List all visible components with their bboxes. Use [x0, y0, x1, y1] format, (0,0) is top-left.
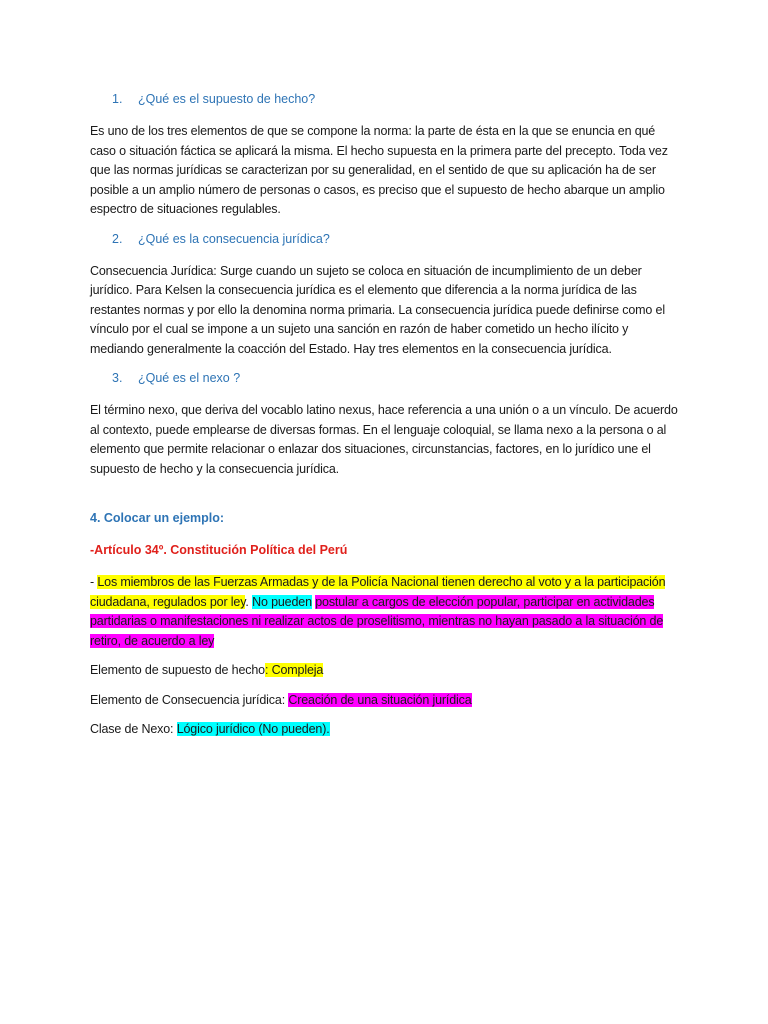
question-1-number: 1.: [112, 92, 123, 106]
supuesto-value: : Compleja: [264, 663, 324, 677]
article-text: [90, 573, 680, 651]
question-3-title: ¿Qué es el nexo ?: [138, 371, 241, 385]
question-3-number: 3.: [112, 371, 123, 385]
question-3-answer: El término nexo, que deriva del vocablo latino nexus, hace referencia a una unión o a un vínculo. De acuerdo al contexto, puede emplearse de diversas formas. En el lenguaje coloquial, se llama nexo a la persona o al elemento que permite relacionar o enlazar dos situaciones, circunstancias, factores, en lo jurídico une el supuesto de hecho y la consecuencia jurídica.: [90, 403, 678, 476]
supuesto-line: [90, 661, 680, 681]
article-text-between: .: [245, 594, 253, 609]
example-heading: 4. Colocar un ejemplo:: [90, 511, 225, 525]
document-page: [90, 90, 680, 750]
question-2-heading: [90, 230, 680, 248]
question-1-answer: Es uno de los tres elementos de que se compone la norma: la parte de ésta en la que se enuncia en qué caso o situación fáctica se aplicará la misma. El hecho supuesta en la primera parte del precepto. Toda vez que las normas jurídicas se caracterizan por su generalidad, en el sentido de que su aplicación ha de ser posible a un amplio número de personas o casos, es preciso que el supuesto de hecho abarque un amplio espectro de situaciones regulables.: [90, 124, 668, 216]
question-2-title: ¿Qué es la consecuencia jurídica?: [138, 231, 330, 246]
question-1-heading: [90, 90, 680, 108]
question-2-number: 2.: [112, 231, 123, 246]
highlight-consecuencia: postular a cargos de elección popular, participar en actividades partidarias o manifestaciones ni realizar actos de proselitismo, mientras no hayan pasado a la situación de retiro, de acuerdo a ley: [90, 594, 664, 648]
consecuencia-label: Elemento de Consecuencia jurídica:: [90, 692, 289, 707]
consecuencia-value: Creación de una situación jurídica: [288, 692, 472, 707]
question-1-title: ¿Qué es el supuesto de hecho?: [138, 92, 316, 106]
question-2-answer: Consecuencia Jurídica: Surge cuando un sujeto se coloca en situación de incumplimiento de un deber jurídico. Para Kelsen la consecuencia jurídica es el elemento que diferencia a la norma jurídica de las restantes normas y por ello la denomina norma primaria. La consecuencia jurídica puede definirse como el vínculo por el cual se impone a un sujeto una sanción en razón de haber cometido un hecho ilícito y mediando generalmente la coacción del Estado. Hay tres elementos en la consecuencia jurídica.: [90, 263, 665, 356]
question-3-heading: [90, 369, 680, 387]
article-text-prefix: -: [90, 575, 98, 589]
nexo-label: Clase de Nexo:: [90, 722, 177, 736]
consecuencia-line: [90, 691, 680, 711]
article-heading: -Artículo 34º. Constitución Política del Perú: [90, 543, 348, 557]
highlight-nexo: No pueden: [252, 594, 312, 609]
nexo-value: Lógico jurídico (No pueden).: [176, 722, 330, 736]
supuesto-label: Elemento de supuesto de hecho: [90, 663, 265, 677]
nexo-line: [90, 720, 680, 740]
highlight-supuesto: Los miembros de las Fuerzas Armadas y de la Policía Nacional tienen derecho al voto y a la participación ciudadana, regulados por ley: [90, 575, 666, 609]
